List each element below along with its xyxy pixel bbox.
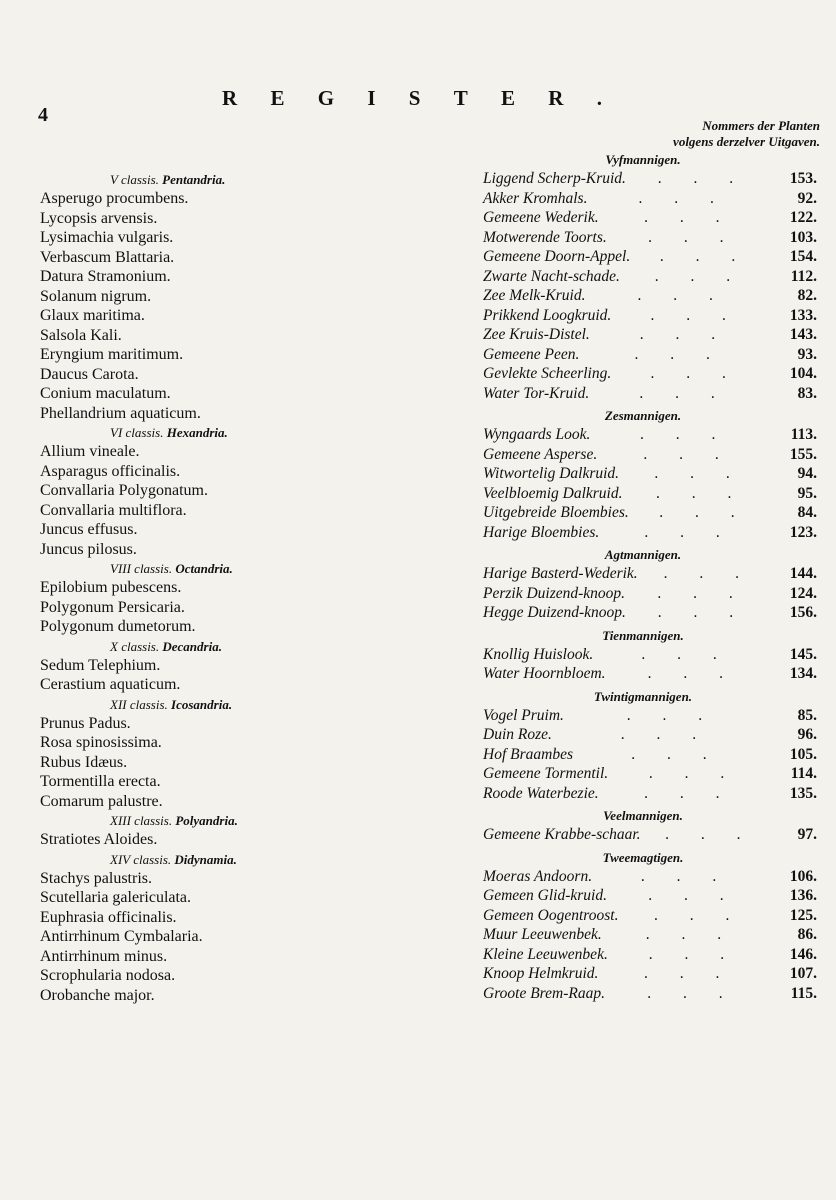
species-latin: Rosa spinosissima. — [40, 734, 162, 751]
species-dutch-row — [483, 867, 823, 887]
species-dutch-row — [483, 325, 823, 345]
species-latin: Orobanche major. — [40, 986, 155, 1004]
species-dutch-row — [483, 169, 823, 189]
species-dutch-row — [483, 984, 823, 1004]
leader-dots: . . . — [654, 465, 744, 482]
plant-number: 96. — [797, 726, 817, 743]
species-dutch: Zee Kruis-Distel. — [483, 326, 590, 343]
species-dutch-row — [483, 784, 823, 804]
species-latin: Tormentilla erecta. — [40, 773, 161, 790]
species-dutch-row — [483, 345, 823, 365]
leader-dots: . . . — [663, 565, 754, 582]
species-latin: Asparagus officinalis. — [40, 462, 181, 480]
running-title-letter: I — [367, 86, 376, 110]
plant-number: 155. — [789, 445, 817, 463]
species-latin: Convallaria multiflora. — [40, 501, 187, 519]
species-latin: Phellandrium aquaticum. — [40, 404, 201, 422]
leader-dots: . . . — [648, 887, 738, 904]
running-title-letter: E — [270, 86, 285, 110]
plant-number: 113. — [790, 426, 817, 443]
column-header-line2: volgens derzelver Uitgaven. — [673, 134, 820, 149]
plant-number: 115. — [790, 984, 817, 1002]
leader-dots: . . . — [647, 665, 737, 682]
leader-dots: . . . — [650, 306, 740, 324]
species-dutch: Gemeen Oogentroost. — [483, 906, 619, 924]
species-dutch-row — [483, 189, 823, 209]
species-dutch: Zwarte Nacht-schade. — [483, 267, 620, 285]
species-latin: Convallaria Polygonatum. — [40, 482, 208, 499]
species-dutch-row — [483, 286, 823, 306]
plant-number: 114. — [790, 765, 817, 782]
class-label: XIV classis. — [110, 851, 172, 867]
plant-number: 112. — [790, 267, 817, 285]
species-latin: Allium vineale. — [40, 443, 140, 460]
species-dutch: Moeras Andoorn. — [483, 867, 593, 885]
leader-dots: . . . — [665, 826, 755, 843]
class-label: VI classis. — [110, 425, 164, 440]
leader-dots: . . . — [638, 189, 728, 207]
species-latin: Verbascum Blattaria. — [40, 248, 175, 266]
species-latin: Juncus pilosus. — [40, 540, 137, 558]
species-latin: Polygonum Persicaria. — [40, 598, 185, 616]
plant-number: 83. — [797, 384, 817, 402]
species-dutch: Roode Waterbezie. — [483, 784, 599, 802]
plant-number: 145. — [789, 645, 817, 663]
species-latin: Lycopsis arvensis. — [40, 209, 158, 227]
leader-dots: . . . — [654, 267, 745, 285]
species-latin: Antirrhinum Cymbalaria. — [40, 928, 203, 945]
species-dutch-row — [483, 584, 823, 604]
species-dutch: Uitgebreide Bloembies. — [483, 504, 629, 521]
species-dutch: Water Tor-Kruid. — [483, 384, 590, 402]
plant-number: 135. — [789, 784, 817, 802]
plant-number: 146. — [789, 945, 817, 963]
species-dutch-row — [483, 306, 823, 326]
species-latin: Prunus Padus. — [40, 714, 131, 732]
species-latin: Sedum Telephium. — [40, 656, 161, 674]
leader-dots: . . . — [641, 645, 731, 663]
species-dutch: Perzik Duizend-knoop. — [483, 584, 626, 602]
leader-dots: . . . — [647, 984, 737, 1002]
species-dutch: Duin Roze. — [483, 726, 552, 743]
species-dutch: Gemeene Krabbe-schaar. — [483, 826, 641, 843]
species-dutch-row — [483, 886, 823, 906]
running-title — [222, 86, 602, 111]
species-dutch-row — [483, 706, 823, 726]
species-dutch-row — [483, 523, 823, 543]
leader-dots: . . . — [637, 287, 727, 304]
species-latin: Asperugo procumbens. — [40, 190, 189, 207]
species-latin: Comarum palustre. — [40, 792, 163, 810]
species-dutch: Motwerende Toorts. — [483, 228, 607, 246]
leader-dots: . . . — [620, 726, 711, 743]
class-heading — [40, 170, 370, 189]
species-dutch-row — [483, 208, 823, 228]
species-dutch: Knollig Huislook. — [483, 645, 594, 663]
species-latin: Lysimachia vulgaris. — [40, 229, 174, 246]
running-title-letter: R — [548, 86, 564, 110]
dutch-index-column — [483, 150, 823, 1003]
order-label: Didynamia. — [174, 851, 237, 867]
species-latin: Glaux maritima. — [40, 307, 145, 324]
running-title-letter: . — [596, 86, 602, 110]
leader-dots: . . . — [639, 426, 730, 443]
column-header — [600, 118, 820, 150]
plant-number: 106. — [789, 867, 817, 885]
plant-number: 134. — [789, 665, 817, 682]
species-dutch: Muur Leeuwenbek. — [483, 926, 602, 943]
leader-dots: . . . — [644, 523, 734, 541]
species-latin: Conium maculatum. — [40, 385, 171, 402]
section-heading: Tweemagtigen. — [602, 849, 684, 865]
leader-dots: . . . — [657, 584, 747, 602]
plant-number: 92. — [797, 189, 817, 207]
plant-number: 86. — [797, 926, 817, 943]
species-latin: Polygonum dumetorum. — [40, 618, 196, 635]
leader-dots: . . . — [648, 228, 738, 246]
class-heading — [40, 637, 370, 656]
species-dutch: Akker Kromhals. — [483, 189, 588, 207]
class-heading — [40, 423, 370, 442]
species-dutch: Gemeene Doorn-Appel. — [483, 248, 631, 265]
leader-dots: . . . — [654, 906, 744, 924]
order-label: Icosandria. — [171, 696, 233, 712]
leader-dots: . . . — [645, 926, 736, 943]
leader-dots: . . . — [643, 445, 733, 463]
leader-dots: . . . — [656, 484, 746, 502]
species-dutch: Gemeene Asperse. — [483, 445, 598, 463]
class-label: VIII classis. — [110, 561, 173, 576]
species-dutch-row — [483, 925, 823, 945]
class-heading — [40, 695, 370, 714]
species-latin: Stachys palustris. — [40, 869, 152, 887]
class-label: V classis. — [110, 172, 159, 187]
species-latin: Solanum nigrum. — [40, 287, 152, 305]
species-dutch: Gemeene Tormentil. — [483, 765, 609, 782]
species-dutch-row — [483, 503, 823, 523]
leader-dots: . . . — [644, 209, 734, 226]
section-heading: Zesmannigen. — [604, 408, 682, 423]
species-dutch-row — [483, 247, 823, 267]
plant-number: 144. — [789, 565, 817, 582]
leader-dots: . . . — [639, 326, 730, 343]
species-dutch: Witwortelig Dalkruid. — [483, 465, 620, 482]
species-dutch-row — [483, 964, 823, 984]
plant-number: 93. — [797, 345, 817, 363]
species-dutch-row — [483, 825, 823, 845]
leader-dots: . . . — [626, 706, 717, 724]
species-dutch: Veelbloemig Dalkruid. — [483, 484, 623, 502]
plant-number: 97. — [797, 826, 817, 843]
plant-number: 143. — [789, 326, 817, 343]
species-dutch: Gemeen Glid-kruid. — [483, 887, 607, 904]
species-dutch-row — [483, 464, 823, 484]
latin-index-column — [40, 170, 370, 1005]
plant-number: 82. — [797, 287, 817, 304]
species-dutch-row — [483, 267, 823, 287]
species-dutch-row — [483, 945, 823, 965]
plant-number: 123. — [789, 523, 817, 541]
section-heading: Twintigmannigen. — [593, 688, 693, 704]
running-title-letter: G — [317, 86, 335, 110]
leader-dots: . . . — [648, 945, 739, 963]
plant-number: 104. — [789, 365, 817, 382]
species-latin: Datura Stramonium. — [40, 268, 171, 285]
species-dutch: Gemeene Peen. — [483, 345, 580, 363]
species-dutch-row — [483, 764, 823, 784]
leader-dots: . . . — [659, 248, 750, 265]
species-dutch: Groote Brem-Raap. — [483, 984, 605, 1002]
plant-number: 95. — [797, 484, 817, 502]
column-header-line1: Nommers der Planten — [702, 118, 820, 133]
order-label: Hexandria. — [166, 425, 228, 440]
plant-number: 124. — [789, 584, 817, 602]
section-heading: Agtmannigen. — [604, 547, 682, 562]
leader-dots: . . . — [648, 765, 739, 782]
species-dutch: Hegge Duizend-knoop. — [483, 604, 626, 621]
species-dutch: Harige Basterd-Wederik. — [483, 565, 638, 582]
species-dutch: Hof Braambes — [483, 745, 573, 763]
plant-number: 84. — [797, 504, 817, 521]
species-dutch: Knoop Helmkruid. — [483, 965, 599, 982]
species-dutch-row — [483, 228, 823, 248]
leader-dots: . . . — [657, 170, 748, 187]
species-latin: Epilobium pubescens. — [40, 579, 182, 596]
class-heading — [40, 811, 370, 830]
section-heading: Veelmannigen. — [603, 808, 683, 823]
species-dutch-row — [483, 425, 823, 445]
class-heading — [40, 559, 370, 578]
species-latin: Scutellaria galericulata. — [40, 889, 192, 906]
species-dutch: Vogel Pruim. — [483, 706, 564, 724]
species-dutch-row — [483, 445, 823, 465]
plant-number: 122. — [789, 209, 817, 226]
class-heading — [40, 850, 370, 869]
leader-dots: . . . — [644, 965, 734, 982]
plant-number: 103. — [789, 228, 817, 246]
species-dutch-row — [483, 364, 823, 384]
species-dutch: Zee Melk-Kruid. — [483, 287, 586, 304]
leader-dots: . . . — [644, 784, 734, 802]
species-latin: Cerastium aquaticum. — [40, 676, 181, 693]
plant-number: 85. — [797, 706, 817, 724]
species-latin: Juncus effusus. — [40, 521, 138, 538]
plant-number: 105. — [789, 745, 817, 763]
species-latin: Daucus Carota. — [40, 365, 139, 383]
species-latin: Stratiotes Aloides. — [40, 831, 158, 848]
plant-number: 153. — [789, 170, 817, 187]
plant-number: 133. — [789, 306, 817, 324]
plant-number: 125. — [789, 906, 817, 924]
species-dutch: Wyngaards Look. — [483, 426, 591, 443]
plant-number: 154. — [789, 248, 817, 265]
plant-number: 107. — [789, 965, 817, 982]
leader-dots: . . . — [650, 365, 740, 382]
class-label: XIII classis. — [110, 813, 173, 828]
species-dutch-row — [483, 484, 823, 504]
leader-dots: . . . — [631, 745, 721, 763]
species-dutch-row — [483, 645, 823, 665]
species-latin: Euphrasia officinalis. — [40, 908, 177, 926]
species-latin: Antirrhinum minus. — [40, 947, 168, 965]
running-title-letter: S — [408, 86, 421, 110]
order-label: Octandria. — [175, 561, 233, 576]
leader-dots: . . . — [657, 604, 748, 621]
class-label: XII classis. — [110, 696, 168, 712]
species-dutch-row — [483, 384, 823, 404]
species-dutch: Water Hoornbloem. — [483, 665, 606, 682]
leader-dots: . . . — [639, 384, 729, 402]
class-label: X classis. — [110, 638, 160, 654]
species-dutch-row — [483, 664, 823, 684]
species-latin: Scrophularia nodosa. — [40, 967, 176, 984]
plant-number: 94. — [797, 465, 817, 482]
species-dutch-row — [483, 745, 823, 765]
species-dutch: Kleine Leeuwenbek. — [483, 945, 608, 963]
species-dutch: Gevlekte Scheerling. — [483, 365, 612, 382]
species-dutch: Gemeene Wederik. — [483, 209, 599, 226]
species-latin: Rubus Idæus. — [40, 753, 128, 771]
species-dutch-row — [483, 603, 823, 623]
leader-dots: . . . — [634, 345, 724, 363]
leader-dots: . . . — [659, 504, 749, 521]
species-dutch: Harige Bloembies. — [483, 523, 600, 541]
plant-number: 136. — [789, 887, 817, 904]
order-label: Polyandria. — [175, 813, 238, 828]
species-dutch-row — [483, 906, 823, 926]
species-dutch-row — [483, 725, 823, 745]
page-number: 4 — [38, 104, 48, 126]
species-dutch: Prikkend Loogkruid. — [483, 306, 612, 324]
species-latin: Eryngium maritimum. — [40, 346, 184, 363]
species-latin: Salsola Kali. — [40, 326, 122, 344]
plant-number: 156. — [789, 604, 817, 621]
order-label: Decandria. — [162, 638, 222, 654]
species-dutch: Liggend Scherp-Kruid. — [483, 170, 626, 187]
section-heading: Tienmannigen. — [602, 627, 684, 643]
running-title-letter: R — [222, 86, 238, 110]
running-title-letter: T — [453, 86, 468, 110]
species-dutch-row — [483, 564, 823, 584]
running-title-letter: E — [501, 86, 516, 110]
leader-dots: . . . — [640, 867, 731, 885]
order-label: Pentandria. — [162, 172, 226, 187]
section-heading: Vyfmannigen. — [605, 152, 681, 167]
